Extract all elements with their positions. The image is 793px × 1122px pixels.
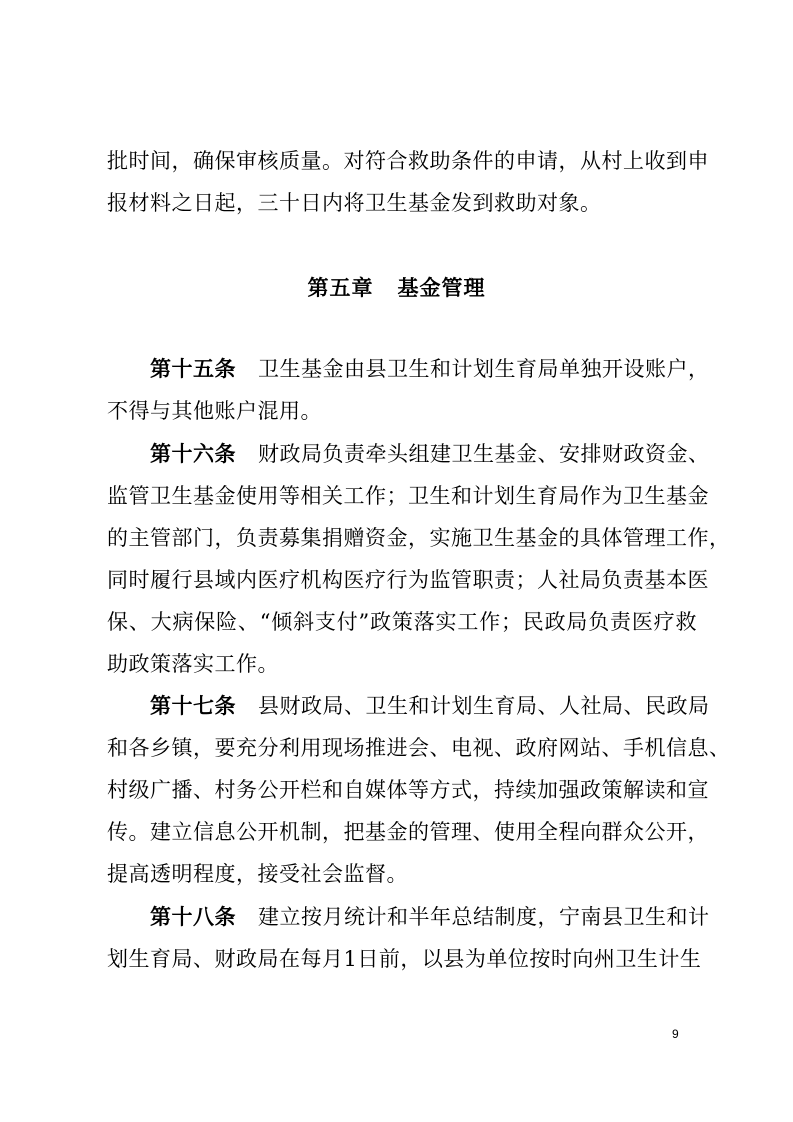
article-label: 第十七条 [150,694,236,718]
chapter-number: 第五章 [307,276,374,300]
body-text-line: 批时间，确保审核质量。对符合救助条件的申请，从村上收到申 [107,149,709,173]
body-text-line: 的主管部门，负责募集捐赠资金，实施卫生基金的具体管理工作， [107,526,731,550]
body-text-line: 监管卫生基金使用等相关工作；卫生和计划生育局作为卫生基金 [107,484,709,508]
body-text-line: 助政策落实工作。 [107,652,279,676]
article-label: 第十八条 [150,905,236,929]
chapter-heading [0,272,793,302]
article-first-line [150,355,710,383]
article-text: 财政局负责牵头组建卫生基金、安排财政资金、 [258,442,710,466]
body-text-line: 划生育局、财政局在每月1日前，以县为单位按时向州卫生计生 [107,947,702,971]
article-label: 第十五条 [150,357,236,381]
article-text: 建立按月统计和半年总结制度，宁南县卫生和计 [258,905,710,929]
body-text-line: 村级广播、村务公开栏和自媒体等方式，持续加强政策解读和宣 [107,778,709,802]
chapter-title: 基金管理 [397,276,486,300]
body-text-line: 不得与其他账户混用。 [107,399,322,423]
article-text: 卫生基金由县卫生和计划生育局单独开设账户， [258,357,710,381]
body-text-line: 传。建立信息公开机制，把基金的管理、使用全程向群众公开， [107,820,709,844]
body-text-line: 同时履行县域内医疗机构医疗行为监管职责；人社局负责基本医 [107,568,709,592]
article-label: 第十六条 [150,442,236,466]
article-first-line [150,692,710,720]
body-text-line: 报材料之日起，三十日内将卫生基金发到救助对象。 [107,191,602,215]
body-text-line: 保、大病保险、“倾斜支付”政策落实工作；民政局负责医疗救 [107,610,697,634]
article-first-line [150,903,710,931]
page-number: 9 [672,1027,679,1041]
article-first-line [150,440,710,468]
body-text-line: 提高透明程度，接受社会监督。 [107,862,408,886]
article-text: 县财政局、卫生和计划生育局、人社局、民政局 [258,694,710,718]
body-text-line: 和各乡镇，要充分利用现场推进会、电视、政府网站、手机信息、 [107,736,731,760]
